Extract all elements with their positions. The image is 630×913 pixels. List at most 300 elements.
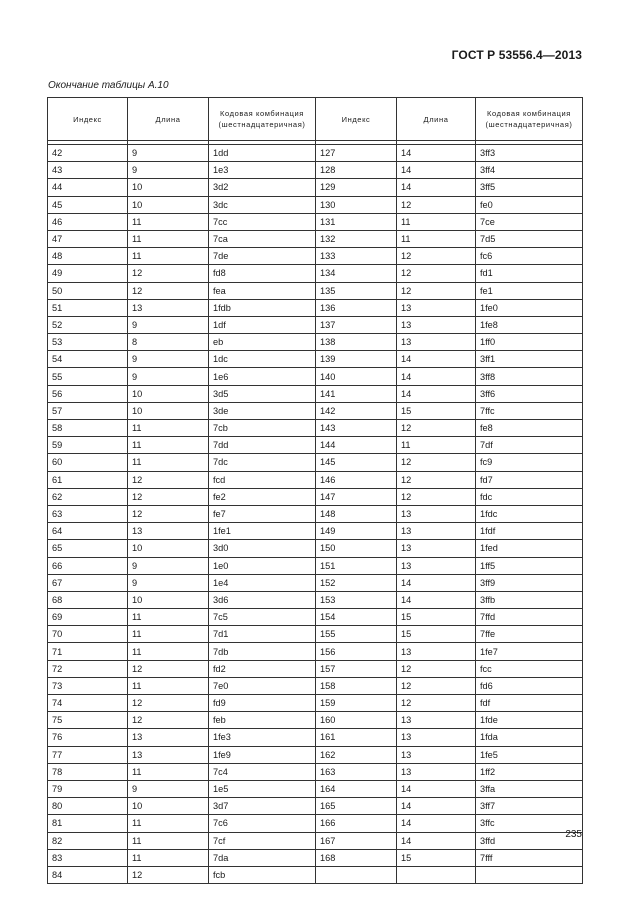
cell-code-2: fd6 (476, 677, 583, 694)
cell-length: 12 (128, 505, 209, 522)
cell-index: 49 (48, 265, 128, 282)
cell-code: 7c5 (209, 609, 316, 626)
cell-index-2: 133 (316, 248, 397, 265)
column-header-code-2: Кодовая комбинация (шестнадцатеричная) (476, 98, 583, 141)
cell-code: 7ca (209, 230, 316, 247)
cell-length: 12 (128, 866, 209, 883)
cell-code: 7dd (209, 437, 316, 454)
table-row (48, 609, 583, 626)
cell-index-2: 155 (316, 626, 397, 643)
cell-length: 10 (128, 591, 209, 608)
cell-code: 3de (209, 402, 316, 419)
cell-code-2: 7d5 (476, 230, 583, 247)
cell-code-2: 1fe5 (476, 746, 583, 763)
cell-length-2 (397, 866, 476, 883)
page-number: 235 (565, 829, 582, 840)
table-header-row (48, 98, 583, 141)
cell-code-2: fc6 (476, 248, 583, 265)
cell-code: 1dc (209, 351, 316, 368)
cell-index-2: 131 (316, 213, 397, 230)
cell-index-2: 143 (316, 420, 397, 437)
table-row (48, 145, 583, 162)
cell-length: 12 (128, 265, 209, 282)
column-header-index: Индекс (48, 98, 128, 141)
table-row (48, 780, 583, 797)
cell-index-2: 135 (316, 282, 397, 299)
cell-index: 84 (48, 866, 128, 883)
cell-code: fd2 (209, 660, 316, 677)
cell-index: 66 (48, 557, 128, 574)
cell-code: 3d5 (209, 385, 316, 402)
table-row (48, 832, 583, 849)
cell-length-2: 14 (397, 574, 476, 591)
table-row (48, 626, 583, 643)
cell-code-2: 7ffe (476, 626, 583, 643)
cell-code: 1e5 (209, 780, 316, 797)
cell-length-2: 12 (397, 695, 476, 712)
table-row (48, 368, 583, 385)
cell-index: 57 (48, 402, 128, 419)
cell-code-2: fe8 (476, 420, 583, 437)
cell-length: 8 (128, 334, 209, 351)
cell-length: 13 (128, 523, 209, 540)
cell-index-2: 163 (316, 763, 397, 780)
cell-length-2: 14 (397, 179, 476, 196)
cell-index: 73 (48, 677, 128, 694)
cell-code: fd9 (209, 695, 316, 712)
cell-length: 11 (128, 832, 209, 849)
cell-index-2: 162 (316, 746, 397, 763)
cell-index: 53 (48, 334, 128, 351)
cell-index: 46 (48, 213, 128, 230)
cell-code: 7de (209, 248, 316, 265)
table-row (48, 798, 583, 815)
cell-length: 11 (128, 213, 209, 230)
table-row (48, 299, 583, 316)
cell-length: 11 (128, 815, 209, 832)
cell-index-2: 132 (316, 230, 397, 247)
table-row (48, 523, 583, 540)
cell-length: 12 (128, 695, 209, 712)
cell-length: 12 (128, 712, 209, 729)
cell-code-2: 3ffd (476, 832, 583, 849)
cell-length: 10 (128, 385, 209, 402)
cell-code: 3d7 (209, 798, 316, 815)
cell-length-2: 11 (397, 437, 476, 454)
cell-code-2: 3ff4 (476, 162, 583, 179)
cell-code: 7cb (209, 420, 316, 437)
cell-index: 77 (48, 746, 128, 763)
cell-code-2: 1fe8 (476, 316, 583, 333)
table-row (48, 866, 583, 883)
cell-length: 11 (128, 763, 209, 780)
table-row (48, 248, 583, 265)
cell-code: 3d0 (209, 540, 316, 557)
cell-length-2: 13 (397, 729, 476, 746)
cell-index-2: 153 (316, 591, 397, 608)
table-row (48, 385, 583, 402)
table-row (48, 712, 583, 729)
cell-code-2: 3ffb (476, 591, 583, 608)
cell-length: 10 (128, 540, 209, 557)
table-row (48, 643, 583, 660)
cell-length-2: 14 (397, 815, 476, 832)
cell-index: 70 (48, 626, 128, 643)
table-row (48, 402, 583, 419)
cell-code-2: fcc (476, 660, 583, 677)
table-row (48, 162, 583, 179)
cell-index-2: 149 (316, 523, 397, 540)
cell-length-2: 15 (397, 609, 476, 626)
cell-code: 1e6 (209, 368, 316, 385)
cell-length: 11 (128, 626, 209, 643)
cell-length-2: 14 (397, 780, 476, 797)
table-row (48, 454, 583, 471)
table-body (48, 145, 583, 884)
table-row (48, 729, 583, 746)
cell-index-2: 128 (316, 162, 397, 179)
cell-length-2: 13 (397, 712, 476, 729)
cell-index: 45 (48, 196, 128, 213)
cell-code-2: fdc (476, 488, 583, 505)
table-row (48, 265, 583, 282)
cell-code: 7c6 (209, 815, 316, 832)
cell-index-2: 147 (316, 488, 397, 505)
cell-code: 3d2 (209, 179, 316, 196)
cell-index-2: 157 (316, 660, 397, 677)
cell-index-2: 168 (316, 849, 397, 866)
table-row (48, 213, 583, 230)
cell-index-2: 145 (316, 454, 397, 471)
cell-index: 56 (48, 385, 128, 402)
table-row (48, 282, 583, 299)
cell-length-2: 15 (397, 849, 476, 866)
cell-length: 9 (128, 780, 209, 797)
table-row (48, 677, 583, 694)
cell-length: 10 (128, 798, 209, 815)
cell-code: 7d1 (209, 626, 316, 643)
cell-length-2: 14 (397, 145, 476, 162)
cell-index: 42 (48, 145, 128, 162)
cell-code-2: 1fed (476, 540, 583, 557)
table-caption: Окончание таблицы А.10 (48, 80, 169, 91)
cell-length-2: 13 (397, 540, 476, 557)
cell-index-2: 151 (316, 557, 397, 574)
cell-code-2: 3ffc (476, 815, 583, 832)
cell-code: 7c4 (209, 763, 316, 780)
table-row (48, 746, 583, 763)
cell-length: 11 (128, 248, 209, 265)
cell-index: 61 (48, 471, 128, 488)
cell-index-2: 161 (316, 729, 397, 746)
cell-length: 11 (128, 849, 209, 866)
code-table (47, 97, 583, 884)
table-row (48, 695, 583, 712)
table-row (48, 437, 583, 454)
cell-code-2: 1fdf (476, 523, 583, 540)
cell-code: 7e0 (209, 677, 316, 694)
cell-index-2: 154 (316, 609, 397, 626)
cell-length-2: 13 (397, 746, 476, 763)
cell-length-2: 13 (397, 643, 476, 660)
table-row (48, 351, 583, 368)
cell-length: 9 (128, 145, 209, 162)
cell-index: 60 (48, 454, 128, 471)
table-row (48, 179, 583, 196)
cell-index-2: 134 (316, 265, 397, 282)
cell-length-2: 14 (397, 385, 476, 402)
cell-code-2: 3ff9 (476, 574, 583, 591)
cell-code-2: 7fff (476, 849, 583, 866)
cell-length-2: 11 (397, 230, 476, 247)
cell-index: 55 (48, 368, 128, 385)
cell-code-2: fe1 (476, 282, 583, 299)
cell-code-2: 1ff5 (476, 557, 583, 574)
cell-length: 12 (128, 488, 209, 505)
cell-length: 11 (128, 609, 209, 626)
cell-code: 1e0 (209, 557, 316, 574)
cell-index: 51 (48, 299, 128, 316)
cell-length-2: 12 (397, 471, 476, 488)
cell-length: 9 (128, 162, 209, 179)
cell-code-2: 7ce (476, 213, 583, 230)
table-row (48, 591, 583, 608)
cell-index-2: 136 (316, 299, 397, 316)
table-row (48, 574, 583, 591)
table-row (48, 196, 583, 213)
cell-index: 47 (48, 230, 128, 247)
column-header-length-2: Длина (397, 98, 476, 141)
cell-length: 10 (128, 196, 209, 213)
cell-code-2: fdf (476, 695, 583, 712)
cell-length: 12 (128, 660, 209, 677)
cell-length-2: 13 (397, 505, 476, 522)
cell-index: 50 (48, 282, 128, 299)
cell-index: 58 (48, 420, 128, 437)
cell-length-2: 12 (397, 248, 476, 265)
cell-length-2: 12 (397, 660, 476, 677)
cell-index: 62 (48, 488, 128, 505)
cell-code-2: 3ff8 (476, 368, 583, 385)
cell-index-2 (316, 866, 397, 883)
cell-code-2: fc9 (476, 454, 583, 471)
cell-code-2: 1ff0 (476, 334, 583, 351)
cell-length-2: 12 (397, 488, 476, 505)
cell-code: 1fdb (209, 299, 316, 316)
cell-length: 11 (128, 230, 209, 247)
cell-length-2: 11 (397, 213, 476, 230)
cell-index-2: 138 (316, 334, 397, 351)
cell-index: 68 (48, 591, 128, 608)
cell-length: 11 (128, 420, 209, 437)
cell-length-2: 12 (397, 265, 476, 282)
cell-index-2: 165 (316, 798, 397, 815)
cell-length-2: 12 (397, 677, 476, 694)
cell-length: 10 (128, 179, 209, 196)
cell-index: 83 (48, 849, 128, 866)
cell-index: 69 (48, 609, 128, 626)
cell-index-2: 158 (316, 677, 397, 694)
cell-code-2: 1fda (476, 729, 583, 746)
column-header-code: Кодовая комбинация (шестнадцатеричная) (209, 98, 316, 141)
cell-index: 64 (48, 523, 128, 540)
cell-code: fcb (209, 866, 316, 883)
cell-code: 7da (209, 849, 316, 866)
cell-code-2: 7ffc (476, 402, 583, 419)
cell-length-2: 13 (397, 523, 476, 540)
cell-index-2: 164 (316, 780, 397, 797)
cell-code: 7dc (209, 454, 316, 471)
cell-length-2: 14 (397, 351, 476, 368)
cell-index: 52 (48, 316, 128, 333)
cell-index-2: 144 (316, 437, 397, 454)
cell-length-2: 14 (397, 798, 476, 815)
cell-length-2: 13 (397, 299, 476, 316)
cell-index: 72 (48, 660, 128, 677)
cell-index: 75 (48, 712, 128, 729)
cell-length: 9 (128, 574, 209, 591)
table-row (48, 420, 583, 437)
table-row (48, 471, 583, 488)
cell-length-2: 13 (397, 557, 476, 574)
document-header: ГОСТ Р 53556.4—2013 (451, 48, 582, 62)
cell-length: 11 (128, 437, 209, 454)
cell-code: 1df (209, 316, 316, 333)
cell-code: 7db (209, 643, 316, 660)
cell-code-2: 7df (476, 437, 583, 454)
cell-length-2: 13 (397, 316, 476, 333)
cell-index: 71 (48, 643, 128, 660)
cell-code: fcd (209, 471, 316, 488)
column-header-index-2: Индекс (316, 98, 397, 141)
table-row (48, 230, 583, 247)
table-row (48, 334, 583, 351)
cell-length-2: 13 (397, 334, 476, 351)
cell-length-2: 14 (397, 591, 476, 608)
cell-code: fd8 (209, 265, 316, 282)
cell-length: 13 (128, 746, 209, 763)
cell-length: 9 (128, 316, 209, 333)
cell-code-2: fe0 (476, 196, 583, 213)
cell-code: 7cc (209, 213, 316, 230)
cell-code: 7cf (209, 832, 316, 849)
cell-code: fe2 (209, 488, 316, 505)
table-row (48, 488, 583, 505)
cell-code: feb (209, 712, 316, 729)
cell-code: 3dc (209, 196, 316, 213)
cell-length-2: 15 (397, 402, 476, 419)
cell-index: 48 (48, 248, 128, 265)
cell-code: fea (209, 282, 316, 299)
cell-length: 12 (128, 282, 209, 299)
cell-index-2: 166 (316, 815, 397, 832)
cell-index: 67 (48, 574, 128, 591)
cell-length-2: 14 (397, 368, 476, 385)
cell-code: fe7 (209, 505, 316, 522)
cell-code: 1e4 (209, 574, 316, 591)
cell-code: 1dd (209, 145, 316, 162)
cell-index-2: 137 (316, 316, 397, 333)
cell-index: 54 (48, 351, 128, 368)
cell-length: 10 (128, 402, 209, 419)
cell-length: 12 (128, 471, 209, 488)
cell-index-2: 140 (316, 368, 397, 385)
cell-code-2: fd1 (476, 265, 583, 282)
cell-code: 1fe3 (209, 729, 316, 746)
cell-index: 59 (48, 437, 128, 454)
cell-index: 80 (48, 798, 128, 815)
cell-code-2: fd7 (476, 471, 583, 488)
cell-code-2: 3ff1 (476, 351, 583, 368)
table-row (48, 763, 583, 780)
cell-length-2: 12 (397, 196, 476, 213)
table-row (48, 505, 583, 522)
cell-code: 1fe1 (209, 523, 316, 540)
cell-length: 11 (128, 454, 209, 471)
cell-length: 13 (128, 729, 209, 746)
cell-code-2: 3ffa (476, 780, 583, 797)
cell-length-2: 13 (397, 763, 476, 780)
cell-length-2: 14 (397, 832, 476, 849)
cell-length-2: 14 (397, 162, 476, 179)
table-row (48, 815, 583, 832)
cell-length-2: 15 (397, 626, 476, 643)
cell-code: 3d6 (209, 591, 316, 608)
cell-length: 13 (128, 299, 209, 316)
cell-length-2: 12 (397, 282, 476, 299)
cell-index-2: 150 (316, 540, 397, 557)
table-row (48, 540, 583, 557)
table-row (48, 660, 583, 677)
cell-index: 63 (48, 505, 128, 522)
cell-code: 1e3 (209, 162, 316, 179)
table-row (48, 557, 583, 574)
cell-length: 9 (128, 351, 209, 368)
cell-index-2: 167 (316, 832, 397, 849)
cell-index: 82 (48, 832, 128, 849)
cell-length-2: 12 (397, 420, 476, 437)
cell-code-2 (476, 866, 583, 883)
cell-code-2: 1ff2 (476, 763, 583, 780)
cell-index-2: 156 (316, 643, 397, 660)
cell-code-2: 3ff6 (476, 385, 583, 402)
table-row (48, 316, 583, 333)
cell-code-2: 3ff7 (476, 798, 583, 815)
column-header-length: Длина (128, 98, 209, 141)
cell-length: 11 (128, 677, 209, 694)
cell-code-2: 3ff3 (476, 145, 583, 162)
cell-index: 78 (48, 763, 128, 780)
cell-index: 65 (48, 540, 128, 557)
cell-index-2: 130 (316, 196, 397, 213)
cell-index-2: 152 (316, 574, 397, 591)
cell-index-2: 141 (316, 385, 397, 402)
cell-code-2: 7ffd (476, 609, 583, 626)
cell-index: 76 (48, 729, 128, 746)
cell-index: 44 (48, 179, 128, 196)
cell-length: 9 (128, 368, 209, 385)
cell-length: 9 (128, 557, 209, 574)
cell-code: 1fe9 (209, 746, 316, 763)
cell-index-2: 139 (316, 351, 397, 368)
cell-index-2: 160 (316, 712, 397, 729)
cell-index-2: 159 (316, 695, 397, 712)
cell-code-2: 1fe0 (476, 299, 583, 316)
cell-code-2: 1fdc (476, 505, 583, 522)
cell-index-2: 146 (316, 471, 397, 488)
cell-index-2: 148 (316, 505, 397, 522)
cell-index: 43 (48, 162, 128, 179)
